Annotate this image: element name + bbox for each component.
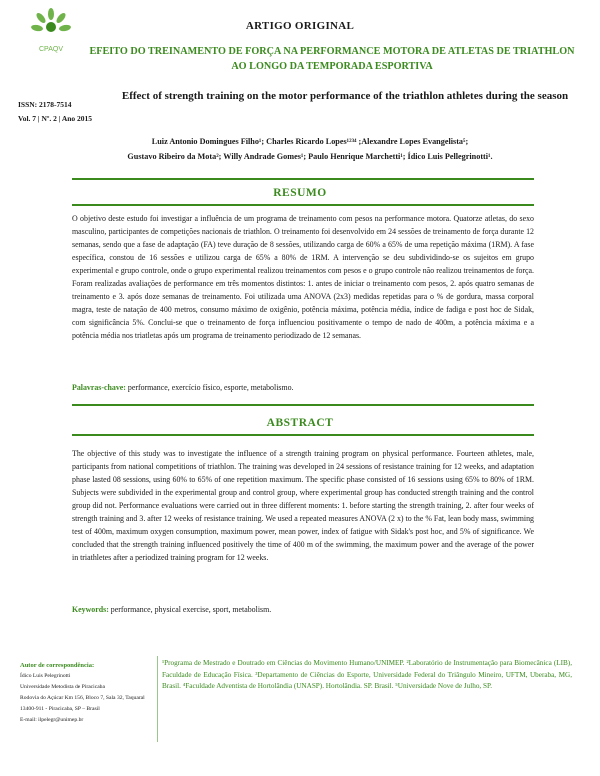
svg-text:CPAQV: CPAQV xyxy=(39,46,63,53)
divider xyxy=(72,204,534,206)
section-label: ARTIGO ORIGINAL xyxy=(245,20,355,32)
divider xyxy=(72,434,534,436)
correspondence-email[interactable]: E-mail: ilpelegr@unimep.br xyxy=(20,717,84,723)
correspondence-block xyxy=(20,660,160,726)
abstract-heading: ABSTRACT xyxy=(266,417,334,429)
divider xyxy=(72,404,534,406)
authors xyxy=(40,134,580,164)
keywords-text: performance, exercício físico, esporte, metabolismo. xyxy=(125,383,294,392)
volume: Vol. 7 | Nº. 2 | Ano 2015 xyxy=(18,114,93,123)
correspondence-address: Rodovia do Açúcar Km 156, Bloco 7, Sala 32, Taquaral xyxy=(20,695,145,701)
authors-line-2: Gustavo Ribeiro da Mota²; Willy Andrade Gomes¹; Paulo Henrique Marchetti¹; Ídico Luis Pellegrinotti¹. xyxy=(127,152,493,161)
divider xyxy=(72,178,534,180)
abstract-text: The objective of this study was to investigate the influence of a strength training program on physical performance. Fourteen athletes, male, participants from national competitions of triathlon. The training was developed in 24 sessions of resistance training for 12 weeks, and adaptation phase lasted 08 sessions, using 60% to 65% of one repetition maximum. The specific phase consisted of 16 sessions using 65% to 80% of 1RM. Subjects were subdivided in the experimental group and control group, where experimental group has conducted strength training and the control group did not. Performance evaluations were carried out in three different moments: 1. before starting the strength training, 2. after four weeks of strength training and 3. after 12 weeks of resistance training. We used a repeated measures ANOVA (2 x) to the % Fat, lean body mass, swimming test of 400m, maximum oxygen consumption, maximum power, mean power, index of fatigue with Sidak's post hoc, and 5% of significance. We concluded that the strength training influenced positively the time of 400 m of the swimming, the maximum power and the average of the power in triathletes after a periodized training program for 12 weeks. xyxy=(72,449,534,562)
keywords-label: Palavras-chave: xyxy=(72,383,126,392)
footer-divider xyxy=(157,656,158,742)
title-portuguese: EFEITO DO TREINAMENTO DE FORÇA NA PERFORMANCE MOTORA DE ATLETAS DE TRIATHLON AO LONGO DA TEMPORADA ESPORTIVA xyxy=(89,46,575,72)
correspondence-name: Ídico Luis Pelegrinotti xyxy=(20,673,71,679)
authors-line-1: Luiz Antonio Domingues Filho¹; Charles Ricardo Lopes¹²³⁴ ;Alexandre Lopes Evangelista⁵; xyxy=(151,137,469,146)
resumo-heading: RESUMO xyxy=(273,187,327,199)
issn: ISSN: 2178-7514 xyxy=(18,100,72,109)
issn-block xyxy=(18,98,92,126)
resumo-keywords xyxy=(72,381,534,394)
title-english: Effect of strength training on the motor performance of the triathlon athletes during the season xyxy=(121,90,569,102)
keywords-label: Keywords: xyxy=(72,605,109,614)
correspondence-title: Autor de correspondência: xyxy=(20,662,95,669)
resumo-text: O objetivo deste estudo foi investigar a influência de um programa de treinamento com pesos na performance motora. Quatorze atletas, do sexo masculino, participantes de competições nacionais de triathlon. O treinamento foi desenvolvido em 24 sessões de treinamento de força durante 12 semanas, sendo que a fase de adaptação (FA) teve duração de 8 sessões, utilizando carga de 60% a 65% de uma repetição máxima (1RM). A fase específica, constou de 16 sessões e utilizou carga de 65% a 80% de 1RM. A intervenção se deu subdividindo-se os sujeitos em grupo experimental e grupo controle, onde o grupo experimental realizou treinamentos com pesos e o grupo controle não realizou treinamentos de força. Foram realizadas avaliações de performance em três momentos distintos: 1. antes de iniciar o treinamento com pesos, 2. após quatro semanas de treinamento e 3. após doze semanas de treinamento. Foi utilizada uma ANOVA (2x3) medidas repetidas para o % de gordura, massa corporal magra, teste de natação de 400 metros, consumo máximo de oxigênio, potência máxima, potência média, índice de fadiga e post hoc de Sidak, com significância 5%. Conclui-se que o treinamento de força influenciou positivamente o tempo de nado de 400m, a potência máxima e a potência média nos triatletas após um programa de treinamento periodizado de 12 semanas. xyxy=(72,214,534,340)
correspondence-cep: 13400-911 - Piracicaba, SP – Brasil xyxy=(20,706,100,712)
affiliations: ¹Programa de Mestrado e Doutrado em Ciências do Movimento Humano/UNIMEP. ²Laboratório de Instrumentação para Biomecânica (LIB), Faculdade de Educação Física. ³Departamento de Ciências do Esporte, Universidade Federal do Triângulo Mineiro, UFTM, Uberaba, MG, Brasil. ⁴Faculdade Adventista de Hortolândia (UNASP). Hortolândia. SP. Brasil. ⁵Universidade Nove de Julho, SP. xyxy=(162,659,572,690)
correspondence-institution: Universidade Metodista de Piracicaba xyxy=(20,684,105,690)
abstract-keywords xyxy=(72,603,534,616)
keywords-text: performance, physical exercise, sport, metabolism. xyxy=(108,605,272,614)
